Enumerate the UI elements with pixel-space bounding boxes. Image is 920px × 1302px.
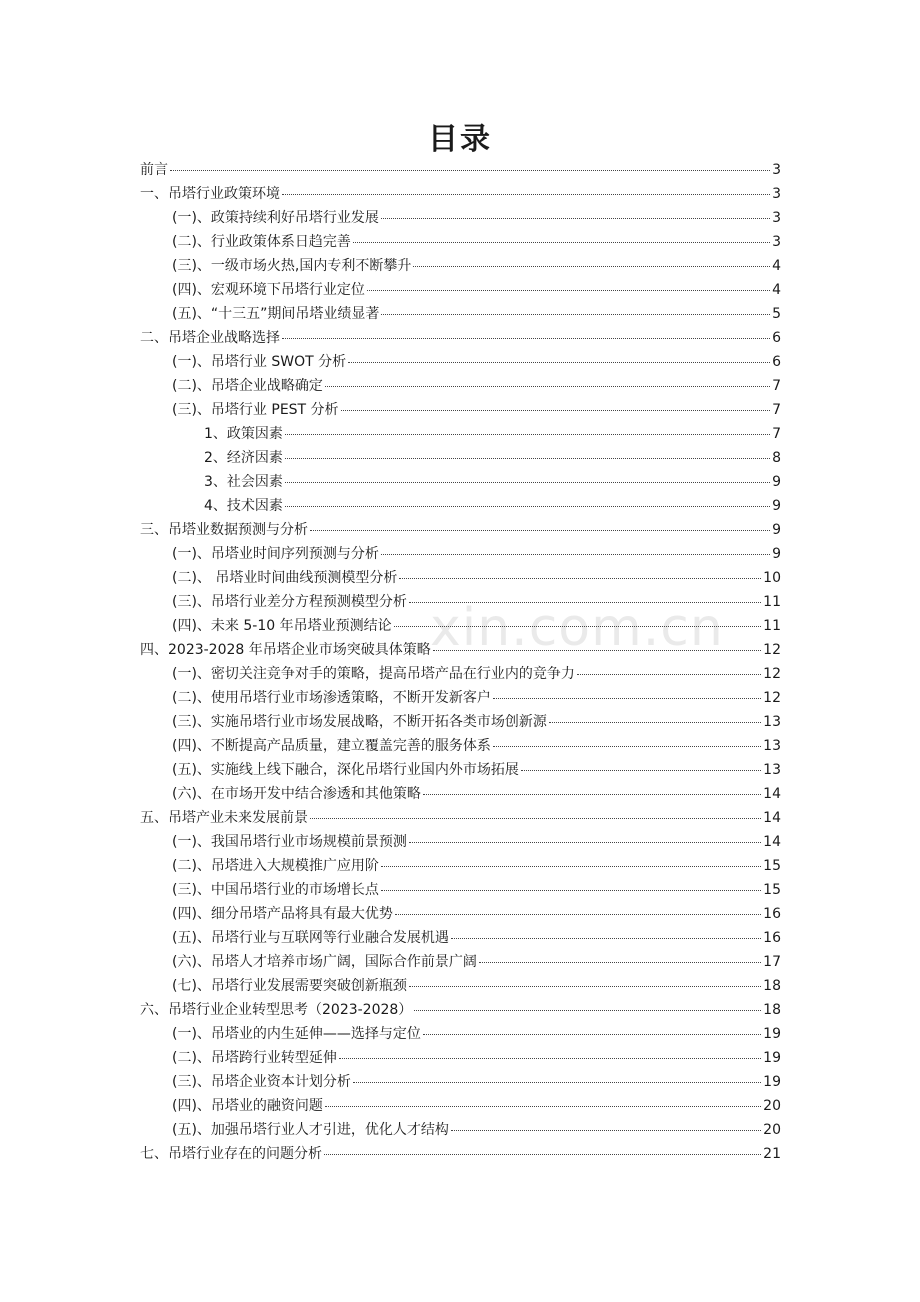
toc-leader-dots — [285, 492, 770, 507]
toc-entry[interactable] — [140, 494, 781, 518]
toc-entry-page: 14 — [763, 786, 781, 802]
toc-leader-dots — [409, 588, 761, 603]
toc-leader-dots — [353, 228, 770, 243]
toc-entry-page: 12 — [763, 642, 781, 658]
toc-entry-page: 20 — [763, 1098, 781, 1114]
toc-leader-dots — [521, 756, 761, 771]
toc-entry[interactable] — [140, 686, 781, 710]
toc-entry[interactable] — [140, 1046, 781, 1070]
toc-entry-page: 13 — [763, 738, 781, 754]
toc-entry[interactable] — [140, 878, 781, 902]
toc-entry-label: (三)、实施吊塔行业市场发展战略，不断开拓各类市场创新源 — [172, 714, 547, 730]
toc-entry-label: (三)、吊塔企业资本计划分析 — [172, 1074, 351, 1090]
toc-entry[interactable] — [140, 254, 781, 278]
toc-leader-dots — [423, 1020, 761, 1035]
toc-leader-dots — [493, 732, 761, 747]
toc-entry[interactable] — [140, 1142, 781, 1166]
toc-leader-dots — [310, 516, 770, 531]
toc-entry-label: (二)、吊塔跨行业转型延伸 — [172, 1050, 337, 1066]
toc-entry-label: (三)、吊塔行业 PEST 分析 — [172, 402, 339, 418]
toc-entry-label: (一)、吊塔行业 SWOT 分析 — [172, 354, 347, 370]
toc-leader-dots — [285, 468, 770, 483]
toc-entry-page: 3 — [772, 210, 781, 226]
toc-entry[interactable] — [140, 854, 781, 878]
toc-entry-label: (五)、加强吊塔行业人才引进，优化人才结构 — [172, 1122, 449, 1138]
toc-entry-page: 12 — [763, 690, 781, 706]
toc-entry-label: (一)、密切关注竞争对手的策略，提高吊塔产品在行业内的竞争力 — [172, 666, 575, 682]
toc-entry-label: (五)、实施线上线下融合，深化吊塔行业国内外市场拓展 — [172, 762, 519, 778]
toc-leader-dots — [324, 1140, 761, 1155]
toc-leader-dots — [409, 828, 761, 843]
toc-leader-dots — [285, 420, 770, 435]
toc-entry[interactable] — [140, 542, 781, 566]
toc-entry[interactable] — [140, 302, 781, 326]
toc-entry-label: (三)、中国吊塔行业的市场增长点 — [172, 882, 379, 898]
toc-entry-page: 16 — [763, 906, 781, 922]
toc-entry-page: 3 — [772, 186, 781, 202]
toc-entry[interactable] — [140, 806, 781, 830]
watermark: xin.com.cn — [430, 598, 724, 658]
toc-leader-dots — [282, 324, 770, 339]
toc-entry[interactable] — [140, 566, 781, 590]
toc-entry-label: 前言 — [140, 162, 168, 178]
toc-entry-page: 21 — [763, 1146, 781, 1162]
toc-leader-dots — [381, 540, 770, 555]
toc-entry[interactable] — [140, 422, 781, 446]
toc-leader-dots — [341, 396, 771, 411]
toc-entry-label: 一、吊塔行业政策环境 — [140, 186, 280, 202]
toc-entry[interactable] — [140, 1094, 781, 1118]
toc-entry-label: (二)、吊塔进入大规模推广应用阶 — [172, 858, 379, 874]
toc-leader-dots — [367, 276, 770, 291]
toc-leader-dots — [493, 684, 761, 699]
toc-leader-dots — [395, 900, 761, 915]
toc-leader-dots — [325, 372, 770, 387]
toc-entry-page: 8 — [772, 450, 781, 466]
toc-entry-page: 11 — [763, 594, 781, 610]
toc-entry-page: 15 — [763, 858, 781, 874]
toc-entry-page: 18 — [763, 978, 781, 994]
toc-entry[interactable] — [140, 1070, 781, 1094]
toc-entry[interactable] — [140, 182, 781, 206]
toc-entry-page: 10 — [763, 570, 781, 586]
toc-entry-page: 20 — [763, 1122, 781, 1138]
toc-leader-dots — [423, 780, 761, 795]
toc-entry-page: 7 — [772, 402, 781, 418]
toc-entry-page: 4 — [772, 258, 781, 274]
toc-entry-page: 9 — [772, 522, 781, 538]
toc-entry-label: 七、吊塔行业存在的问题分析 — [140, 1146, 322, 1162]
table-of-contents — [140, 158, 781, 1166]
toc-entry[interactable] — [140, 470, 781, 494]
toc-entry-label: (一)、政策持续利好吊塔行业发展 — [172, 210, 379, 226]
toc-entry-page: 19 — [763, 1050, 781, 1066]
toc-entry[interactable] — [140, 782, 781, 806]
toc-leader-dots — [339, 1044, 761, 1059]
toc-entry-label: (五)、吊塔行业与互联网等行业融合发展机遇 — [172, 930, 449, 946]
page-title: 目录 — [428, 122, 492, 157]
toc-entry[interactable] — [140, 758, 781, 782]
toc-leader-dots — [310, 804, 761, 819]
toc-leader-dots — [353, 1068, 761, 1083]
toc-entry[interactable] — [140, 1118, 781, 1142]
toc-leader-dots — [577, 660, 761, 675]
toc-leader-dots — [399, 564, 761, 579]
toc-entry-label: 四、2023-2028 年吊塔企业市场突破具体策略 — [140, 642, 431, 658]
toc-entry[interactable] — [140, 638, 781, 662]
toc-entry-page: 6 — [772, 354, 781, 370]
toc-entry-page: 7 — [772, 378, 781, 394]
toc-entry[interactable] — [140, 398, 781, 422]
toc-entry-label: 五、吊塔产业未来发展前景 — [140, 810, 308, 826]
toc-entry[interactable] — [140, 926, 781, 950]
toc-entry[interactable] — [140, 662, 781, 686]
toc-leader-dots — [394, 612, 762, 627]
toc-entry-label: (四)、细分吊塔产品将具有最大优势 — [172, 906, 393, 922]
toc-leader-dots — [451, 924, 761, 939]
toc-entry[interactable] — [140, 830, 781, 854]
toc-entry-page: 11 — [763, 618, 781, 634]
toc-entry-page: 13 — [763, 714, 781, 730]
toc-entry[interactable] — [140, 446, 781, 470]
toc-entry-page: 19 — [763, 1026, 781, 1042]
toc-entry-page: 14 — [763, 810, 781, 826]
toc-entry-page: 14 — [763, 834, 781, 850]
toc-entry[interactable] — [140, 590, 781, 614]
toc-entry-label: (二)、使用吊塔行业市场渗透策略，不断开发新客户 — [172, 690, 491, 706]
toc-leader-dots — [325, 1092, 761, 1107]
toc-entry-label: (四)、宏观环境下吊塔行业定位 — [172, 282, 365, 298]
toc-entry-page: 5 — [772, 306, 781, 322]
toc-entry[interactable] — [140, 902, 781, 926]
toc-entry[interactable] — [140, 1022, 781, 1046]
toc-entry-page: 9 — [772, 498, 781, 514]
toc-entry[interactable] — [140, 158, 781, 182]
toc-entry-label: (三)、吊塔行业差分方程预测模型分析 — [172, 594, 407, 610]
toc-entry-label: 3、社会因素 — [204, 474, 283, 490]
toc-entry-page: 9 — [772, 474, 781, 490]
toc-entry-page: 17 — [763, 954, 781, 970]
toc-entry-page: 7 — [772, 426, 781, 442]
toc-entry[interactable] — [140, 518, 781, 542]
toc-entry[interactable] — [140, 230, 781, 254]
toc-leader-dots — [451, 1116, 761, 1131]
toc-entry-label: (四)、不断提高产品质量，建立覆盖完善的服务体系 — [172, 738, 491, 754]
toc-entry[interactable] — [140, 326, 781, 350]
toc-entry-label: (一)、我国吊塔行业市场规模前景预测 — [172, 834, 407, 850]
toc-entry[interactable] — [140, 998, 781, 1022]
toc-leader-dots — [479, 948, 761, 963]
toc-leader-dots — [348, 348, 770, 363]
toc-entry-label: 二、吊塔企业战略选择 — [140, 330, 280, 346]
toc-entry-label: 2、经济因素 — [204, 450, 283, 466]
toc-leader-dots — [381, 852, 761, 867]
toc-entry-page: 12 — [763, 666, 781, 682]
toc-entry-page: 6 — [772, 330, 781, 346]
toc-entry-label: (四)、未来 5-10 年吊塔业预测结论 — [172, 618, 392, 634]
toc-leader-dots — [413, 252, 770, 267]
toc-leader-dots — [414, 996, 761, 1011]
toc-entry[interactable] — [140, 350, 781, 374]
toc-entry-page: 18 — [763, 1002, 781, 1018]
toc-leader-dots — [170, 156, 770, 171]
toc-entry-label: (六)、吊塔人才培养市场广阔，国际合作前景广阔 — [172, 954, 477, 970]
toc-entry-page: 9 — [772, 546, 781, 562]
toc-entry-label: 三、吊塔业数据预测与分析 — [140, 522, 308, 538]
toc-entry-label: (一)、吊塔业的内生延伸——选择与定位 — [172, 1026, 421, 1042]
toc-entry-page: 3 — [772, 162, 781, 178]
toc-entry-page: 16 — [763, 930, 781, 946]
toc-entry[interactable] — [140, 206, 781, 230]
toc-leader-dots — [285, 444, 770, 459]
toc-leader-dots — [381, 876, 761, 891]
toc-entry[interactable] — [140, 974, 781, 998]
toc-entry-page: 19 — [763, 1074, 781, 1090]
toc-entry-label: (二)、行业政策体系日趋完善 — [172, 234, 351, 250]
toc-entry-label: (三)、一级市场火热,国内专利不断攀升 — [172, 258, 412, 274]
toc-entry[interactable] — [140, 710, 781, 734]
toc-entry[interactable] — [140, 278, 781, 302]
toc-entry[interactable] — [140, 614, 781, 638]
toc-entry-page: 15 — [763, 882, 781, 898]
toc-leader-dots — [433, 636, 761, 651]
toc-entry-label: 4、技术因素 — [204, 498, 283, 514]
toc-entry-label: (一)、吊塔业时间序列预测与分析 — [172, 546, 379, 562]
toc-leader-dots — [381, 300, 770, 315]
toc-entry-label: (七)、吊塔行业发展需要突破创新瓶颈 — [172, 978, 407, 994]
toc-entry-page: 3 — [772, 234, 781, 250]
toc-entry-label: (二)、 吊塔业时间曲线预测模型分析 — [172, 570, 398, 586]
toc-entry-label: (六)、在市场开发中结合渗透和其他策略 — [172, 786, 421, 802]
toc-entry-label: (五)、“十三五”期间吊塔业绩显著 — [172, 306, 380, 322]
toc-entry-label: (四)、吊塔业的融资问题 — [172, 1098, 323, 1114]
toc-leader-dots — [381, 204, 770, 219]
toc-entry-label: 六、吊塔行业企业转型思考（2023-2028） — [140, 1002, 413, 1018]
toc-entry-page: 4 — [772, 282, 781, 298]
toc-entry-label: (二)、吊塔企业战略确定 — [172, 378, 323, 394]
toc-entry-page: 13 — [763, 762, 781, 778]
toc-entry-label: 1、政策因素 — [204, 426, 283, 442]
toc-leader-dots — [409, 972, 761, 987]
toc-leader-dots — [549, 708, 761, 723]
toc-entry[interactable] — [140, 734, 781, 758]
toc-entry[interactable] — [140, 950, 781, 974]
toc-entry[interactable] — [140, 374, 781, 398]
toc-leader-dots — [282, 180, 770, 195]
